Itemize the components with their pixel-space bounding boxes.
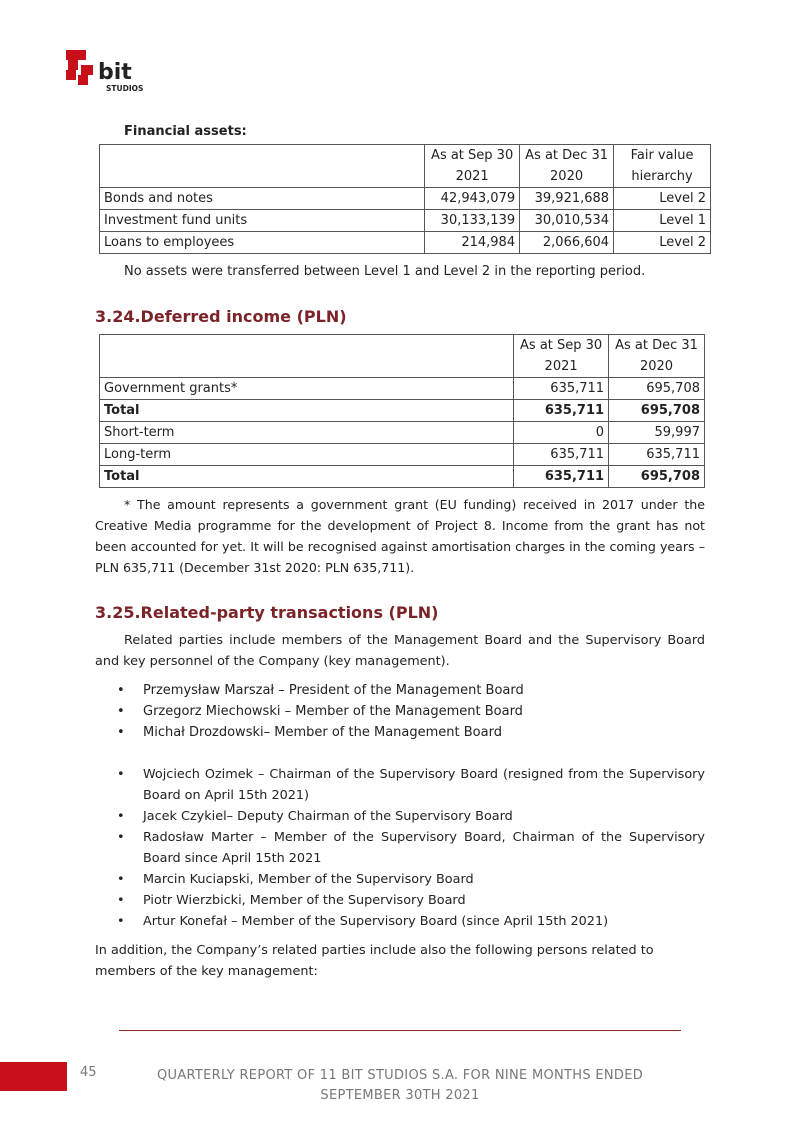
cell-value: 635,711 [514,400,609,422]
cell-value: 635,711 [514,444,609,466]
list-item: • Wojciech Ozimek – Chairman of the Supervisory Board (resigned from the Supervisory Board on April 15th 2021) [115,764,705,806]
list-item: • Piotr Wierzbicki, Member of the Supervisory Board [115,890,705,911]
cell-value: Level 2 [614,188,711,210]
cell-value: 39,921,688 [520,188,614,210]
supervisory-board-list [115,764,705,932]
list-item: • Radosław Marter – Member of the Supervisory Board, Chairman of the Supervisory Board since April 15th 2021 [115,827,705,869]
section-heading-deferred-income: 3.24.Deferred income (PLN) [95,307,347,326]
row-label: Bonds and notes [100,188,425,210]
header-cell: As at Sep 30 2021 [425,145,520,188]
list-item: • Artur Konefał – Member of the Supervisory Board (since April 15th 2021) [115,911,705,932]
footer-report-title [140,1066,660,1106]
management-board-list [115,680,705,743]
header-cell: Fair value hierarchy [614,145,711,188]
financial-assets-title: Financial assets: [124,124,247,139]
table-row [100,422,705,444]
cell-value: 42,943,079 [425,188,520,210]
cell-value: 635,711 [514,378,609,400]
table-row [100,210,711,232]
company-logo [66,50,146,94]
table-row [100,232,711,254]
header-cell: As at Dec 31 2020 [609,335,705,378]
cell-value: 695,708 [609,400,705,422]
list-item: • Grzegorz Miechowski – Member of the Management Board [115,701,705,722]
header-cell [100,145,425,188]
header-cell: As at Dec 31 2020 [520,145,614,188]
footer-line-1: QUARTERLY REPORT OF 11 BIT STUDIOS S.A. FOR NINE MONTHS ENDED [156,1068,644,1083]
cell-value: 635,711 [609,444,705,466]
header-cell: As at Sep 30 2021 [514,335,609,378]
footer-accent-bar [0,1062,67,1091]
deferred-income-table [99,334,705,488]
table-row [100,444,705,466]
cell-value: 635,711 [514,466,609,488]
footer-divider [119,1030,681,1031]
cell-value: Level 1 [614,210,711,232]
row-label: Government grants* [100,378,514,400]
related-parties-closing: In addition, the Company’s related parties include also the following persons related to members of the key management: [95,943,654,979]
cell-value: 0 [514,422,609,444]
cell-value: 30,133,139 [425,210,520,232]
row-label: Total [100,466,514,488]
table-row [100,188,711,210]
footer-line-2: SEPTEMBER 30TH 2021 [320,1088,480,1103]
section-heading-related-party: 3.25.Related-party transactions (PLN) [95,603,439,622]
logo-brand-text: bit [98,60,132,85]
row-label: Loans to employees [100,232,425,254]
cell-value: 2,066,604 [520,232,614,254]
list-item: • Jacek Czykiel– Deputy Chairman of the Supervisory Board [115,806,705,827]
list-item: • Przemysław Marszał – President of the Management Board [115,680,705,701]
table-total-row [100,466,705,488]
row-label: Long-term [100,444,514,466]
transfer-note: No assets were transferred between Level 1 and Level 2 in the reporting period. [124,264,646,279]
cell-value: 59,997 [609,422,705,444]
table-header-row [100,145,711,188]
row-label: Investment fund units [100,210,425,232]
list-item: • Marcin Kuciapski, Member of the Supervisory Board [115,869,705,890]
table-total-row [100,400,705,422]
page-number: 45 [80,1065,97,1080]
table-row [100,378,705,400]
financial-assets-table [99,144,711,254]
deferred-income-footnote: * The amount represents a government grant (EU funding) received in 2017 under the Creative Media programme for the development of Project 8. Income from the grant has not been accounted for yet. It will be recognised against amortisation charges in the coming years – PLN 635,711 (December 31st 2020: PLN 635,711). [95,497,705,575]
row-label: Total [100,400,514,422]
cell-value: 214,984 [425,232,520,254]
cell-value: 695,708 [609,378,705,400]
row-label: Short-term [100,422,514,444]
table-header-row [100,335,705,378]
logo-sub-text: STUDIOS [106,84,144,93]
cell-value: 695,708 [609,466,705,488]
cell-value: Level 2 [614,232,711,254]
list-item: • Michał Drozdowski– Member of the Management Board [115,722,705,743]
header-cell [100,335,514,378]
cell-value: 30,010,534 [520,210,614,232]
related-parties-intro: Related parties include members of the Management Board and the Supervisory Board and key personnel of the Company (key management). [95,633,705,669]
